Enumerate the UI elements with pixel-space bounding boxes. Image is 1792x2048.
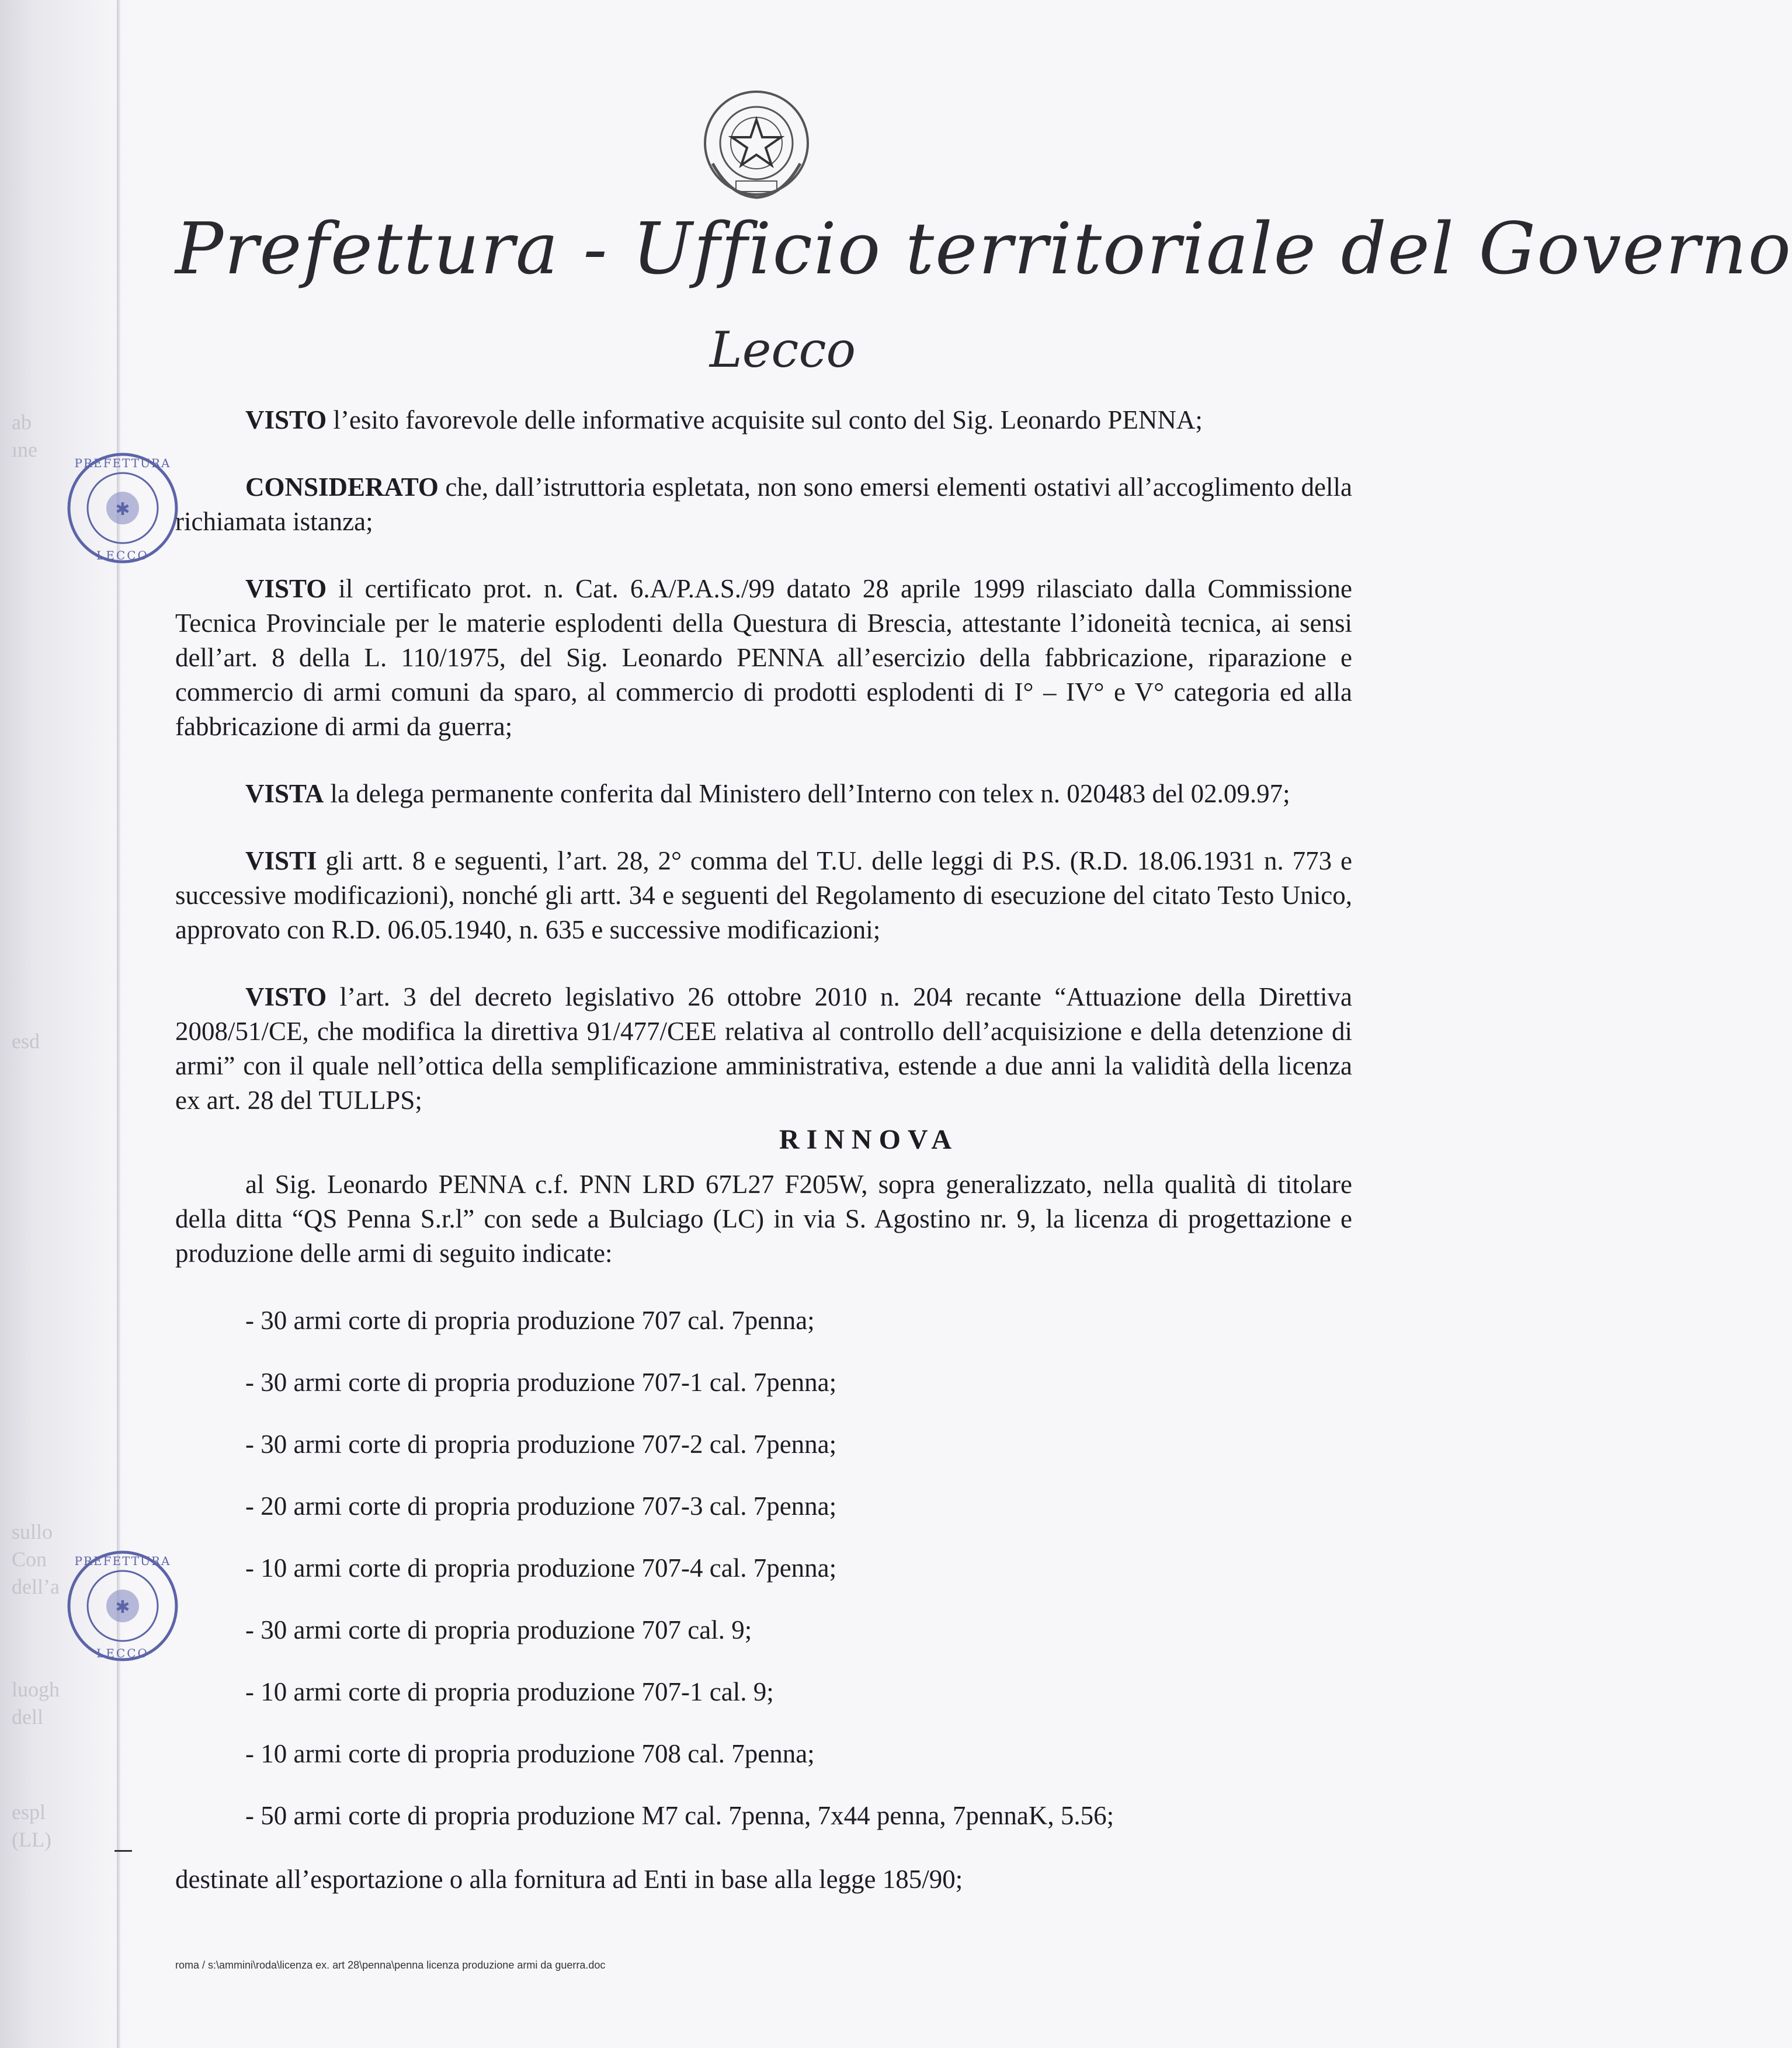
final-line: destinate all’esportazione o alla fornitura ad Enti in base alla legge 185/90; [175,1865,963,1894]
header-city: Lecco [709,321,856,378]
document-body [175,403,1352,1897]
paragraph-licenza: al Sig. Leonardo PENNA c.f. PNN LRD 67L27 F205W, sopra generalizzato, nella qualità di titolare della ditta “QS Penna S.r.l” con sede a Bulciago (LC) in via S. Agostino nr. 9, la licenza di progettazione e produzione delle armi di seguito indicate: [175,1170,1352,1268]
italian-republic-emblem-icon [695,88,818,204]
footer-file-path: roma / s:\ammini\roda\licenza ex. art 28\penna\penna licenza produzione armi da guerra.doc [175,1959,606,1971]
svg-text:PREFETTURA: PREFETTURA [74,456,171,470]
svg-text:LECCO: LECCO [96,548,149,562]
svg-text:✱: ✱ [115,499,130,520]
paragraph-text: che, dall’istruttoria espletata, non sono emersi elementi ostativi all’accoglimento della richiamata istanza; [175,472,1352,536]
keyword: VISTI [245,846,317,875]
paragraph-text: l’esito favorevole delle informative acquisite sul conto del Sig. Leonardo PENNA; [327,405,1203,434]
svg-text:PREFETTURA: PREFETTURA [74,1554,171,1568]
paragraph-visto-certificato [175,572,1352,744]
keyword: VISTO [245,574,327,603]
bleed-through-text: sullo Con dell’a [12,1520,60,1598]
paragraph-visto-decreto [175,980,1352,1118]
keyword: CONSIDERATO [245,472,439,502]
paragraph-considerato [175,470,1352,539]
rinnova-heading: RINNOVA [779,1124,959,1155]
bleed-through-text: luogh dell [12,1678,60,1729]
list-item: - 10 armi corte di propria produzione 707-4 cal. 7penna; [245,1553,837,1583]
paragraph-text: il certificato prot. n. Cat. 6.A/P.A.S./99 datato 28 aprile 1999 rilasciato dalla Commissione Tecnica Provinciale per le materie esplodenti della Questura di Brescia, attestante l’idoneità tecnica, ai sensi dell’art. 8 della L. 110/1975, del Sig. Leonardo PENNA all’esercizio della fabbricazione, riparazione e commercio di armi comuni da sparo, al commercio di prodotti esplodenti di I° – IV° e V° categoria ed alla fabbricazione di armi da guerra; [175,574,1352,741]
svg-text:✱: ✱ [115,1597,130,1618]
prefettura-stamp-top [64,450,181,566]
list-item: - 30 armi corte di propria produzione 707 cal. 7penna; [245,1306,815,1335]
paragraph-text: l’art. 3 del decreto legislativo 26 ottobre 2010 n. 204 recante “Attuazione della Direttiva 2008/51/CE, che modifica la direttiva 91/477/CEE relativa al controllo dell’acquisizione e della detenzione di armi” con il quale nell’ottica della semplificazione amministrativa, estende a due anni la validità della licenza ex art. 28 del TULLPS; [175,982,1352,1115]
paragraph-vista-delega [175,777,1352,811]
list-item: - 30 armi corte di propria produzione 707-2 cal. 7penna; [245,1430,837,1459]
binder-fold-shadow [0,0,126,2048]
page-fold-line [117,0,120,2048]
list-item: - 20 armi corte di propria produzione 707-3 cal. 7penna; [245,1491,837,1521]
paragraph-text: la delega permanente conferita dal Ministero dell’Interno con telex n. 020483 del 02.09.97; [324,779,1290,808]
bleed-through-text: espl (LL) [12,1800,51,1851]
bleed-through-text: ab ıne [12,411,37,461]
margin-tick-mark [114,1850,132,1852]
list-item: - 50 armi corte di propria produzione M7 cal. 7penna, 7x44 penna, 7pennaK, 5.56; [245,1801,1114,1830]
prefettura-stamp-bottom [64,1548,181,1664]
list-item: - 10 armi corte di propria produzione 708 cal. 7penna; [245,1739,815,1768]
bleed-through-text: esd [12,1030,40,1053]
paragraph-visti-artt [175,844,1352,947]
paragraph-visto-esito [175,403,1352,437]
keyword: VISTO [245,982,327,1011]
list-item: - 30 armi corte di propria produzione 707 cal. 9; [245,1615,752,1644]
keyword: VISTA [245,779,324,808]
svg-text:LECCO: LECCO [96,1646,149,1660]
header-title: Prefettura - Ufficio territoriale del Governo [175,207,1792,290]
weapons-list [175,1303,1352,1833]
list-item: - 30 armi corte di propria produzione 707-1 cal. 7penna; [245,1368,837,1397]
paragraph-text: gli artt. 8 e seguenti, l’art. 28, 2° comma del T.U. delle leggi di P.S. (R.D. 18.06.1931 n. 773 e successive modificazioni), nonché gli artt. 34 e seguenti del Regolamento di esecuzione del citato Testo Unico, approvato con R.D. 06.05.1940, n. 635 e successive modificazioni; [175,846,1352,944]
keyword: VISTO [245,405,327,434]
list-item: - 10 armi corte di propria produzione 707-1 cal. 9; [245,1677,774,1706]
